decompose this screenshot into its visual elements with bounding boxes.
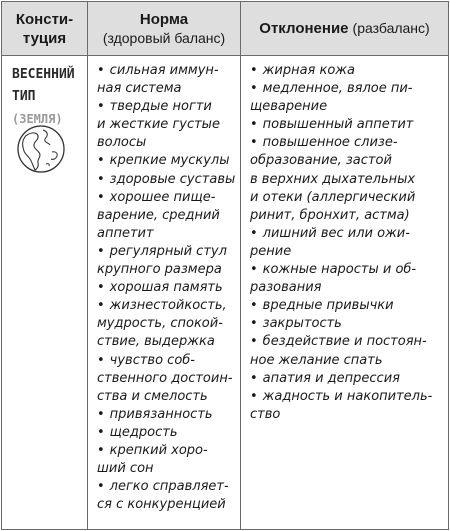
- list-item-line: и отеки (аллергический: [250, 189, 416, 205]
- norm-item: [97, 478, 239, 514]
- deviation-item: [250, 80, 447, 116]
- bullet-icon: •: [250, 298, 258, 314]
- deviation-item: [250, 315, 447, 333]
- list-item-line: • хорошее пище-: [97, 189, 216, 205]
- list-item-line: и жесткие густые: [97, 117, 220, 133]
- list-item-line: • закрытость: [250, 316, 342, 332]
- list-item-line: ственного достоин-: [97, 370, 233, 386]
- list-item-line: образование, застой: [250, 153, 392, 169]
- list-item-line: • крепкий хоро-: [97, 442, 208, 458]
- list-item-line: • вредные привычки: [250, 298, 394, 314]
- norm-item: [97, 62, 239, 98]
- bullet-icon: •: [250, 316, 258, 332]
- bullet-icon: •: [97, 442, 105, 458]
- header-norm-subtitle: (здоровый баланс): [102, 29, 226, 46]
- list-item-line: ство: [250, 406, 281, 422]
- deviation-item: [250, 297, 447, 315]
- constitution-table: [1, 1, 449, 530]
- list-item-line: разования: [250, 280, 322, 296]
- bullet-icon: •: [250, 334, 258, 350]
- bullet-icon: •: [250, 81, 258, 97]
- header-deviation: [241, 2, 448, 55]
- season-type: ТИП: [12, 89, 36, 104]
- bullet-icon: •: [250, 117, 258, 133]
- list-item-line: ная система: [97, 81, 182, 97]
- norm-item: [97, 243, 239, 279]
- list-item-line: • крепкие мускулы: [97, 153, 230, 169]
- season-name: ВЕСЕННИЙ: [12, 67, 75, 82]
- header-norm-title: Норма: [139, 10, 189, 28]
- list-item-line: рение: [250, 243, 292, 259]
- list-item-line: ное желание спать: [250, 352, 383, 368]
- bullet-icon: •: [97, 352, 105, 368]
- list-item-line: аппетит: [97, 225, 154, 241]
- bullet-icon: •: [250, 63, 258, 78]
- header-norm: [88, 2, 240, 55]
- bullet-icon: •: [97, 298, 105, 314]
- bullet-icon: •: [97, 153, 105, 169]
- list-item-line: щеварение: [250, 99, 328, 115]
- list-item-line: • сильная иммун-: [97, 63, 219, 78]
- list-item-line: ринит, бронхит, астма): [250, 207, 410, 223]
- constitution-label: [12, 64, 86, 131]
- season-element: (ЗЕМЛЯ): [12, 112, 63, 126]
- bullet-icon: •: [250, 135, 258, 151]
- norm-item: [97, 406, 239, 424]
- norm-list: [97, 62, 239, 514]
- norm-item: [97, 442, 239, 478]
- list-item-line: • легко справляет-: [97, 479, 229, 495]
- list-item-line: • повышенный аппетит: [250, 117, 414, 133]
- norm-item: [97, 152, 239, 170]
- deviation-list: [250, 62, 447, 424]
- list-item-line: • повышенное слизе-: [250, 135, 398, 151]
- bullet-icon: •: [97, 280, 105, 296]
- header-constitution: Консти- туция: [15, 10, 74, 47]
- list-item-line: • жадность и накопитель-: [250, 388, 433, 404]
- list-item-line: • апатия и депрессия: [250, 370, 400, 386]
- bullet-icon: •: [250, 225, 258, 241]
- bullet-icon: •: [97, 99, 105, 115]
- list-item-line: • чувство соб-: [97, 352, 195, 368]
- bullet-icon: •: [97, 406, 105, 422]
- column-divider: [87, 2, 88, 529]
- norm-item: [97, 98, 239, 152]
- list-item-line: • жирная кожа: [250, 63, 355, 78]
- column-divider: [240, 2, 241, 529]
- globe-icon: [16, 124, 66, 174]
- list-item-line: • привязанность: [97, 406, 213, 422]
- list-item-line: • медленное, вялое пи-: [250, 81, 413, 97]
- bullet-icon: •: [250, 262, 258, 278]
- list-item-line: • здоровые суставы: [97, 171, 236, 187]
- header-deviation-title: Отклонение: [259, 20, 349, 37]
- list-item-line: в верхних дыхательных: [250, 171, 416, 187]
- deviation-item: [250, 261, 447, 297]
- deviation-item: [250, 116, 447, 134]
- list-item-line: • щедрость: [97, 424, 178, 440]
- list-item-line: • бездействие и постоян-: [250, 334, 427, 350]
- list-item-line: ся с конкуренцией: [97, 497, 226, 513]
- deviation-item: [250, 225, 447, 261]
- list-item-line: волосы: [97, 135, 147, 151]
- deviation-item: [250, 388, 447, 424]
- deviation-item: [250, 333, 447, 369]
- list-item-line: крупного размера: [97, 262, 222, 278]
- list-item-line: • твердые ногти: [97, 99, 212, 115]
- list-item-line: ствие, выдержка: [97, 334, 215, 350]
- list-item-line: • регулярный стул: [97, 243, 227, 259]
- bullet-icon: •: [97, 243, 105, 259]
- list-item-line: мудрость, спокой-: [97, 316, 223, 332]
- list-item-line: • лишний вес или ожи-: [250, 225, 410, 241]
- bullet-icon: •: [97, 479, 105, 495]
- norm-item: [97, 424, 239, 442]
- header-deviation-subtitle: (разбаланс): [352, 20, 430, 36]
- norm-item: [97, 297, 239, 351]
- deviation-item: [250, 62, 447, 80]
- bullet-icon: •: [97, 189, 105, 205]
- bullet-icon: •: [250, 388, 258, 404]
- norm-item: [97, 352, 239, 406]
- bullet-icon: •: [97, 424, 105, 440]
- list-item-line: • хорошая память: [97, 280, 223, 296]
- bullet-icon: •: [97, 63, 105, 78]
- list-item-line: • жизнестойкость,: [97, 298, 227, 314]
- list-item-line: варение, средний: [97, 207, 220, 223]
- deviation-item: [250, 370, 447, 388]
- norm-item: [97, 189, 239, 243]
- table-header: [2, 2, 448, 56]
- bullet-icon: •: [97, 171, 105, 187]
- list-item-line: • кожные наросты и об-: [250, 262, 417, 278]
- norm-item: [97, 279, 239, 297]
- list-item-line: ший сон: [97, 461, 154, 477]
- bullet-icon: •: [250, 370, 258, 386]
- norm-item: [97, 171, 239, 189]
- deviation-item: [250, 134, 447, 224]
- list-item-line: ства и смелость: [97, 388, 208, 404]
